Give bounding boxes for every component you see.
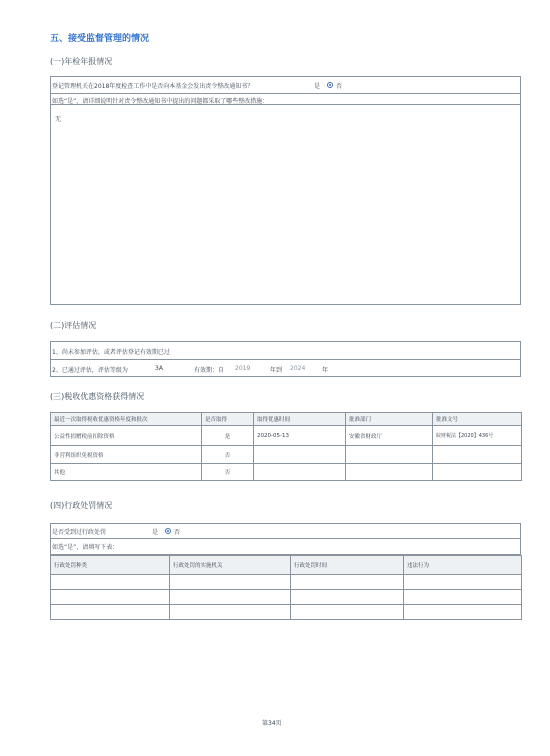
- tax-cell: 否: [202, 464, 254, 481]
- table-row: [51, 446, 522, 464]
- tax-cell: [433, 446, 522, 464]
- penalty-question-box: [50, 523, 521, 555]
- evaluation-grade: 3A: [155, 365, 163, 372]
- penalty-col-header: 行政处罚种类: [51, 556, 170, 575]
- penalty-question: 是否受到过行政处罚: [52, 529, 107, 536]
- penalty-cell[interactable]: [291, 605, 404, 620]
- evaluation-year-to: 年到: [270, 367, 283, 374]
- divider: [50, 538, 521, 539]
- tax-cell: 是: [202, 426, 254, 446]
- penalty-cell[interactable]: [51, 605, 170, 620]
- penalty-col-header: 行政处罚时间: [291, 556, 404, 575]
- table-row: [51, 575, 522, 590]
- penalty-col-header: 违法行为: [404, 556, 522, 575]
- tax-table: [50, 412, 522, 481]
- penalty-cell[interactable]: [51, 575, 170, 590]
- tax-cell: 皖财税法【2020】436号: [433, 426, 522, 446]
- tax-heading: (三)税收优惠资格获得情况: [50, 392, 145, 401]
- page-number: 第34页: [262, 720, 282, 727]
- evaluation-validity-label: 有效期：自: [194, 367, 225, 374]
- tax-cell: [433, 464, 522, 481]
- annual-if-yes-prompt: 如选“是”，请详细说明针对责令整改通知书中提出的问题都采取了哪些整改措施：: [52, 98, 269, 105]
- tax-cell: [346, 446, 433, 464]
- divider: [50, 359, 521, 360]
- annual-inspection-heading: (一)年检年报情况: [50, 57, 113, 66]
- penalty-yes-label: 是: [152, 529, 159, 536]
- annual-answer-text: 无: [55, 116, 62, 123]
- table-row: [51, 464, 522, 481]
- tax-col-header: 最近一次取得税收优惠资格年度和批次: [51, 413, 202, 426]
- tax-cell: [254, 446, 346, 464]
- penalty-cell[interactable]: [291, 590, 404, 605]
- penalty-heading: (四)行政处罚情况: [50, 501, 113, 510]
- evaluation-heading: (二)评估情况: [50, 321, 97, 330]
- tax-cell: 安徽省财政厅: [346, 426, 433, 446]
- penalty-cell[interactable]: [170, 605, 291, 620]
- penalty-no-radio[interactable]: [165, 528, 171, 534]
- penalty-table: [50, 555, 522, 620]
- tax-cell: 否: [202, 446, 254, 464]
- penalty-cell[interactable]: [404, 605, 522, 620]
- penalty-col-header: 行政处罚的实施机关: [170, 556, 291, 575]
- tax-cell: 其他: [51, 464, 202, 481]
- tax-cell: 公益性捐赠税前扣除资格: [51, 426, 202, 446]
- tax-cell: [254, 464, 346, 481]
- divider: [50, 93, 521, 94]
- penalty-cell[interactable]: [291, 575, 404, 590]
- penalty-cell[interactable]: [170, 590, 291, 605]
- annual-inspection-question: 登记管理机关在2018年度检查工作中是否向本基金会发出责令整改通知书？: [52, 83, 254, 90]
- annual-no-radio[interactable]: [327, 82, 333, 88]
- evaluation-end-year: 2024: [290, 365, 306, 372]
- annual-yes-label: 是: [314, 83, 321, 90]
- evaluation-line-2: 2、已通过评估，评估等级为: [52, 367, 128, 374]
- evaluation-line-1: 1、尚未参加评估，或者评估登记有效期已过: [52, 349, 170, 356]
- table-row: [51, 605, 522, 620]
- penalty-cell[interactable]: [404, 575, 522, 590]
- evaluation-year-suffix: 年: [322, 367, 329, 374]
- penalty-cell[interactable]: [404, 590, 522, 605]
- tax-cell: 非营利组织免税资格: [51, 446, 202, 464]
- table-row: [51, 590, 522, 605]
- tax-col-header: 取得优惠时间: [254, 413, 346, 426]
- penalty-if-yes-prompt: 如选“是”，请填写下表：: [52, 544, 119, 551]
- tax-cell: [346, 464, 433, 481]
- penalty-no-label: 否: [174, 529, 181, 536]
- table-row: [51, 426, 522, 446]
- tax-col-header: 批准文号: [433, 413, 522, 426]
- tax-cell: 2020-05-13: [254, 426, 346, 446]
- evaluation-start-year: 2019: [235, 365, 251, 372]
- tax-col-header: 是否取得: [202, 413, 254, 426]
- penalty-cell[interactable]: [51, 590, 170, 605]
- section-title: 五、接受监督管理的情况: [50, 34, 150, 44]
- tax-col-header: 批准部门: [346, 413, 433, 426]
- penalty-cell[interactable]: [170, 575, 291, 590]
- annual-no-label: 否: [336, 83, 343, 90]
- annual-inspection-box: [50, 76, 521, 305]
